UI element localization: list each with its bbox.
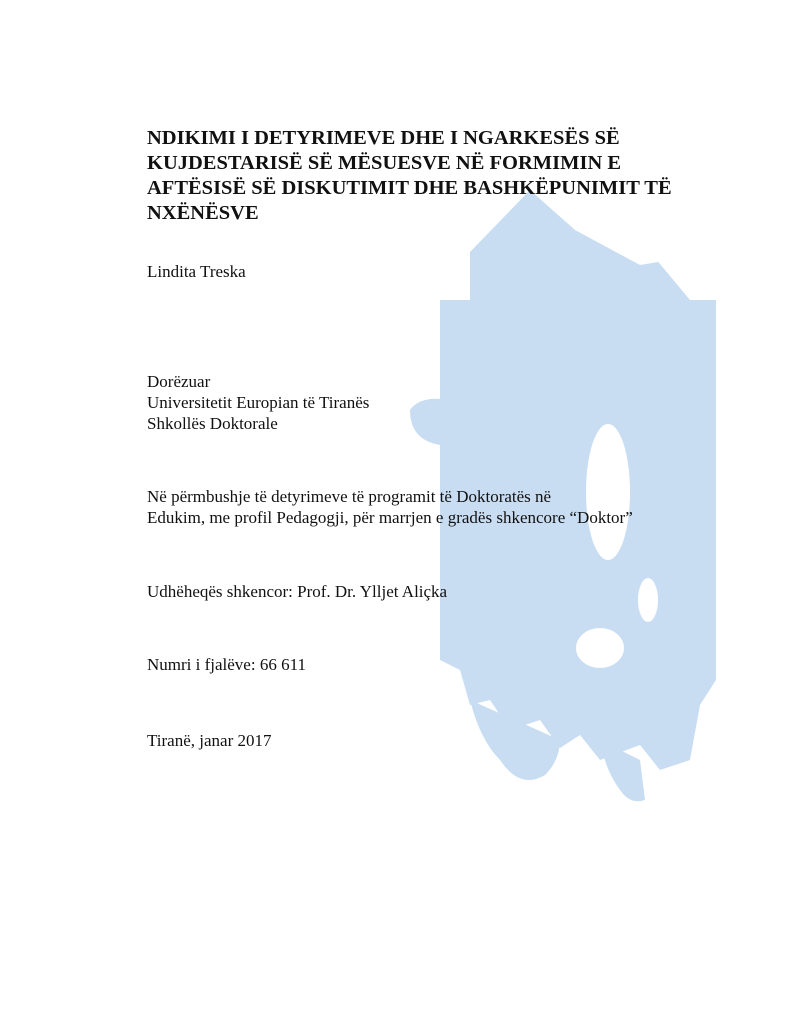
school-name: Shkollës Doktorale xyxy=(147,414,278,433)
submission-block xyxy=(147,371,369,434)
word-count: Numri i fjalëve: 66 611 xyxy=(147,655,306,674)
place-and-date: Tiranë, janar 2017 xyxy=(147,731,272,750)
fulfillment-line-2: Edukim, me profil Pedagogji, për marrjen e gradës shkencore “Doktor” xyxy=(147,508,633,527)
author-block xyxy=(147,261,246,282)
word-count-block xyxy=(147,654,306,675)
submitted-label: Dorëzuar xyxy=(147,372,211,391)
fulfillment-statement xyxy=(147,486,633,528)
fulfillment-line-1: Në përmbushje të detyrimeve të programit të Doktoratës në xyxy=(147,487,552,506)
university-name: Universitetit Europian të Tiranës xyxy=(147,393,370,412)
title-page-content xyxy=(147,126,707,750)
supervisor-name: Udhëheqës shkencor: Prof. Dr. Ylljet Aliçka xyxy=(147,582,448,601)
dissertation-title: NDIKIMI I DETYRIMEVE DHE I NGARKESËS SË KUJDESTARISË SË MËSUESVE NË FORMIMIN E AFTËSISË SË DISKUTIMIT DHE BASHKËPUNIMIT TË NXËNËSVE xyxy=(147,127,672,224)
author-name: Lindita Treska xyxy=(147,262,246,281)
place-date-block xyxy=(147,730,272,751)
supervisor-block xyxy=(147,581,447,602)
